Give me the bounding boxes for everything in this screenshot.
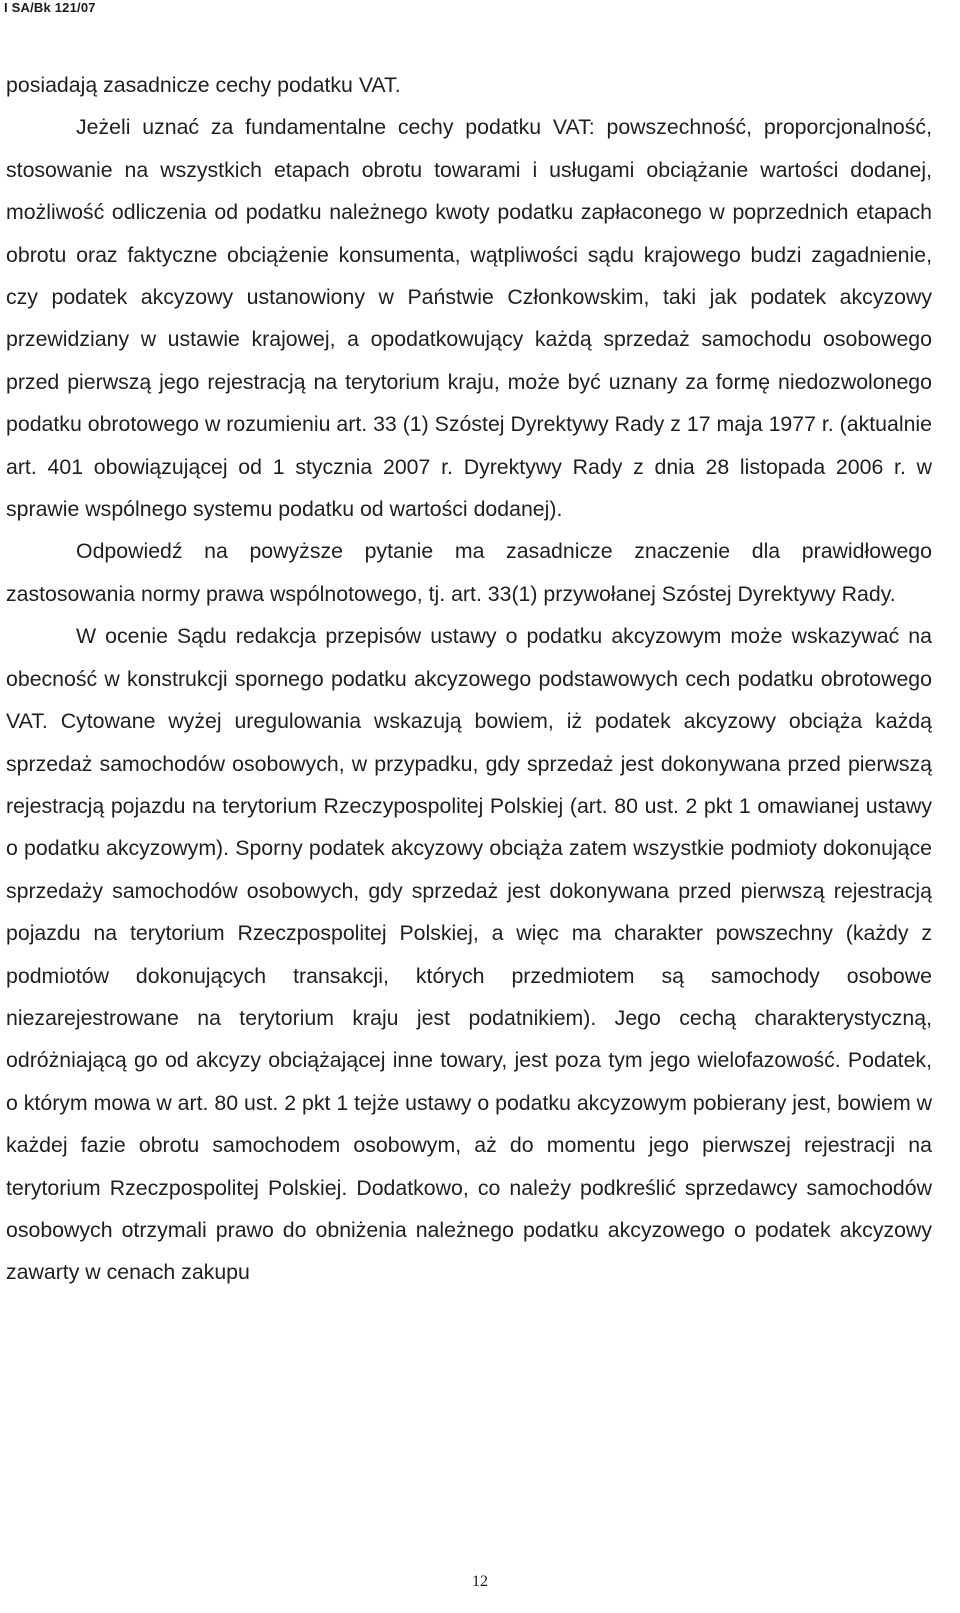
- document-body: [6, 64, 932, 1294]
- paragraph-question-significance: Odpowiedź na powyższe pytanie ma zasadnicze znaczenie dla prawidłowego zastosowania normy prawa wspólnotowego, tj. art. 33(1) przywołanej Szóstej Dyrektywy Rady.: [6, 539, 932, 606]
- page-number: 12: [472, 1573, 488, 1590]
- paragraph-continuation: posiadają zasadnicze cechy podatku VAT.: [6, 73, 401, 97]
- case-reference-header: I SA/Bk 121/07: [4, 0, 96, 15]
- paragraph-vat-features: Jeżeli uznać za fundamentalne cechy podatku VAT: powszechność, proporcjonalność, stosowanie na wszystkich etapach obrotu towarami i usługami obciążanie wartości dodanej, możliwość odliczenia od podatku należnego kwoty podatku zapłaconego w poprzednich etapach obrotu oraz faktyczne obciążenie konsumenta, wątpliwości sądu krajowego budzi zagadnienie, czy podatek akcyzowy ustanowiony w Państwie Członkowskim, taki jak podatek akcyzowy przewidziany w ustawie krajowej, a opodatkowujący każdą sprzedaż samochodu osobowego przed pierwszą jego rejestracją na terytorium kraju, może być uznany za formę niedozwolonego podatku obrotowego w rozumieniu art. 33 (1) Szóstej Dyrektywy Rady z 17 maja 1977 r. (aktualnie art. 401 obowiązującej od 1 stycznia 2007 r. Dyrektywy Rady z dnia 28 listopada 2006 r. w sprawie wspólnego systemu podatku od wartości dodanej).: [6, 115, 932, 522]
- paragraph-court-assessment: W ocenie Sądu redakcja przepisów ustawy o podatku akcyzowym może wskazywać na obecność w konstrukcji spornego podatku akcyzowego podstawowych cech podatku obrotowego VAT. Cytowane wyżej uregulowania wskazują bowiem, iż podatek akcyzowy obciąża każdą sprzedaż samochodów osobowych, w przypadku, gdy sprzedaż jest dokonywana przed pierwszą rejestracją pojazdu na terytorium Rzeczypospolitej Polskiej (art. 80 ust. 2 pkt 1 omawianej ustawy o podatku akcyzowym). Sporny podatek akcyzowy obciąża zatem wszystkie podmioty dokonujące sprzedaży samochodów osobowych, gdy sprzedaż jest dokonywana przed pierwszą rejestracją pojazdu na terytorium Rzeczpospolitej Polskiej, a więc ma charakter powszechny (każdy z podmiotów dokonujących transakcji, których przedmiotem są samochody osobowe niezarejestrowane na terytorium kraju jest podatnikiem). Jego cechą charakterystyczną, odróżniającą go od akcyzy obciążającej inne towary, jest poza tym jego wielofazowość. Podatek, o którym mowa w art. 80 ust. 2 pkt 1 tejże ustawy o podatku akcyzowym pobierany jest, bowiem w każdej fazie obrotu samochodem osobowym, aż do momentu jego pierwszej rejestracji na terytorium Rzeczpospolitej Polskiej. Dodatkowo, co należy podkreślić sprzedawcy samochodów osobowych otrzymali prawo do obniżenia należnego podatku akcyzowego o podatek akcyzowy zawarty w cenach zakupu: [6, 624, 932, 1285]
